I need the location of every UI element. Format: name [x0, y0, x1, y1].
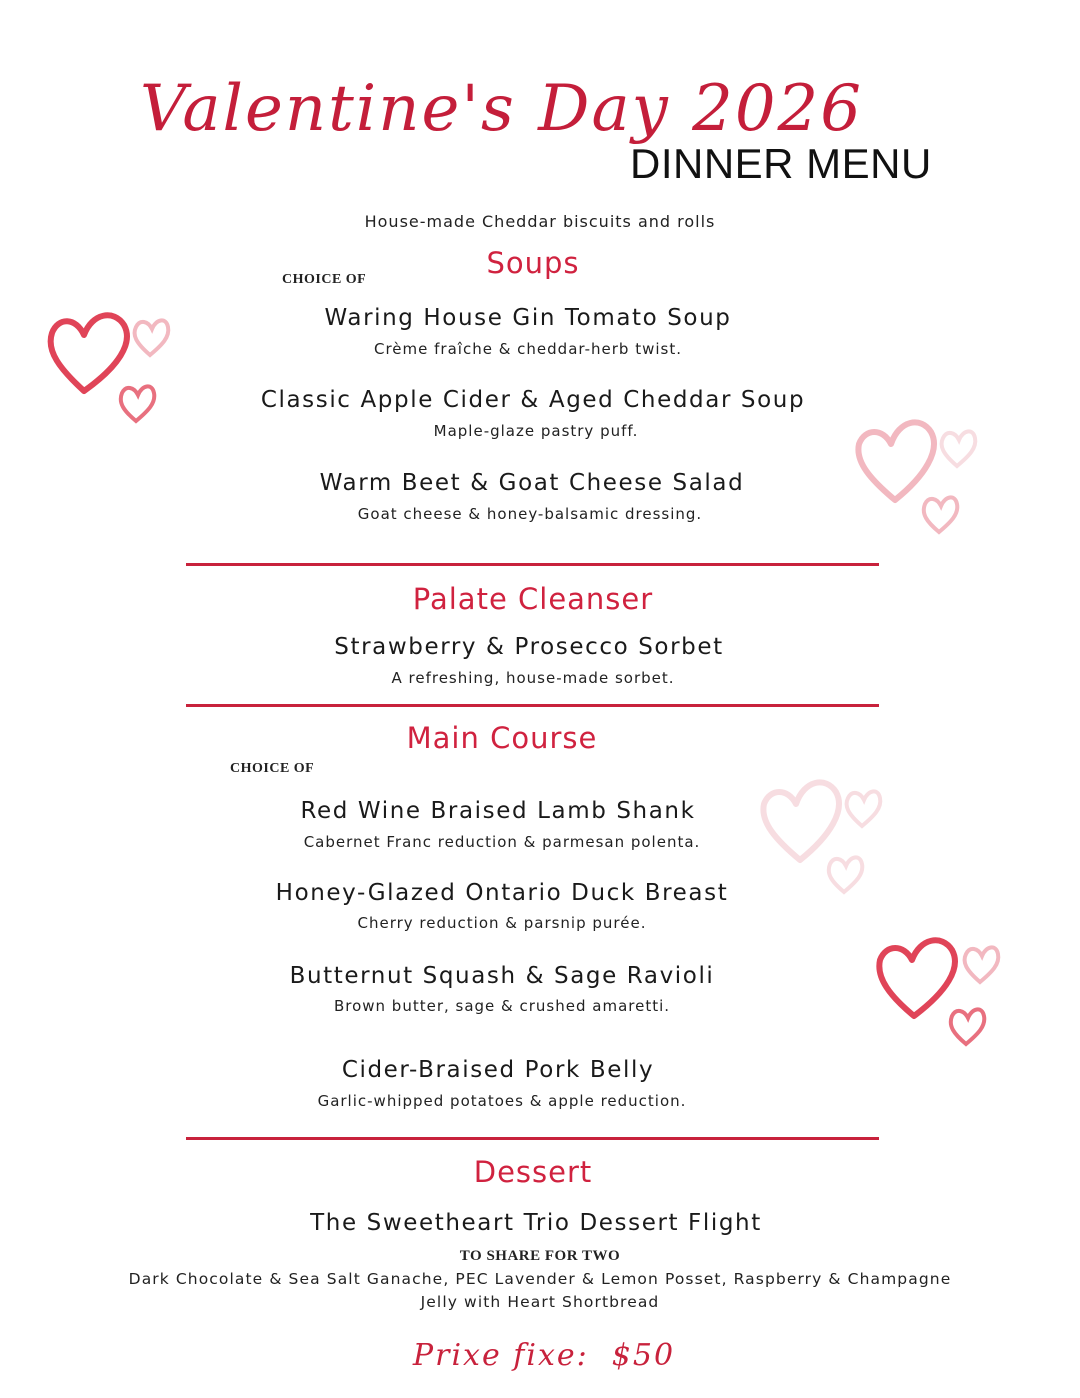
- menu-item-name: Butternut Squash & Sage Ravioli: [289, 963, 715, 989]
- section-divider: [186, 563, 879, 566]
- section-divider: [186, 1137, 879, 1140]
- menu-item-desc: Cherry reduction & parsnip purée.: [357, 914, 647, 932]
- menu-item-desc: Brown butter, sage & crushed amaretti.: [333, 997, 671, 1015]
- script-title: Valentine's Day 2026: [140, 72, 863, 146]
- menu-item-desc: Garlic-whipped potatoes & apple reduction.: [317, 1092, 687, 1110]
- heart-cluster-icon: [750, 760, 890, 900]
- menu-item-name: Strawberry & Prosecco Sorbet: [334, 634, 724, 660]
- price-fixe: Prixe fixe: $50: [412, 1338, 676, 1373]
- heart-icon: [965, 947, 999, 982]
- menu-item-name: Honey-Glazed Ontario Duck Breast: [275, 880, 729, 906]
- menu-item-name: Red Wine Braised Lamb Shank: [300, 798, 696, 824]
- dessert-desc-line2: Jelly with Heart Shortbread: [420, 1293, 660, 1311]
- section-heading-soups: Soups: [486, 246, 580, 280]
- section-heading-main-course: Main Course: [406, 721, 598, 755]
- menu-item-desc: Crème fraîche & cheddar-herb twist.: [374, 340, 682, 358]
- menu-item-desc: A refreshing, house-made sorbet.: [391, 669, 675, 687]
- section-heading-dessert: Dessert: [473, 1155, 593, 1189]
- section-heading-palate-cleanser: Palate Cleanser: [412, 582, 654, 616]
- menu-item-name: Cider-Braised Pork Belly: [341, 1057, 655, 1083]
- heart-icon: [121, 386, 155, 421]
- share-label: TO SHARE FOR TWO: [459, 1248, 621, 1264]
- heart-icon: [942, 431, 976, 466]
- heart-icon: [763, 782, 839, 860]
- menu-item-name: Waring House Gin Tomato Soup: [324, 305, 732, 331]
- heart-icon: [858, 422, 934, 500]
- dessert-desc-line1: Dark Chocolate & Sea Salt Ganache, PEC Lavender & Lemon Posset, Raspberry & Champagne: [128, 1270, 952, 1288]
- heart-cluster-icon: [868, 920, 1008, 1060]
- heart-icon: [924, 497, 958, 532]
- heart-cluster-icon: [40, 295, 180, 435]
- heart-icon: [847, 791, 881, 826]
- heart-cluster-icon: [845, 400, 985, 540]
- menu-item-desc: Goat cheese & honey-balsamic dressing.: [357, 505, 703, 523]
- heart-icon: [879, 940, 955, 1016]
- heart-icon: [51, 315, 127, 391]
- section-divider: [186, 704, 879, 707]
- menu-item-name: Warm Beet & Goat Cheese Salad: [319, 470, 745, 496]
- choice-label-main: CHOICE OF: [230, 761, 315, 776]
- choice-label-soups: CHOICE OF: [282, 272, 367, 287]
- menu-item-name: Classic Apple Cider & Aged Cheddar Soup: [260, 387, 806, 413]
- menu-item-desc: Cabernet Franc reduction & parmesan polenta.: [303, 833, 701, 851]
- dessert-name: The Sweetheart Trio Dessert Flight: [310, 1210, 762, 1236]
- heart-icon: [135, 320, 169, 355]
- menu-item-desc: Maple-glaze pastry puff.: [433, 422, 639, 440]
- heart-icon: [951, 1009, 985, 1044]
- main-title: DINNER MENU: [630, 140, 932, 187]
- heart-icon: [829, 857, 863, 892]
- bread-note: House-made Cheddar biscuits and rolls: [364, 212, 716, 231]
